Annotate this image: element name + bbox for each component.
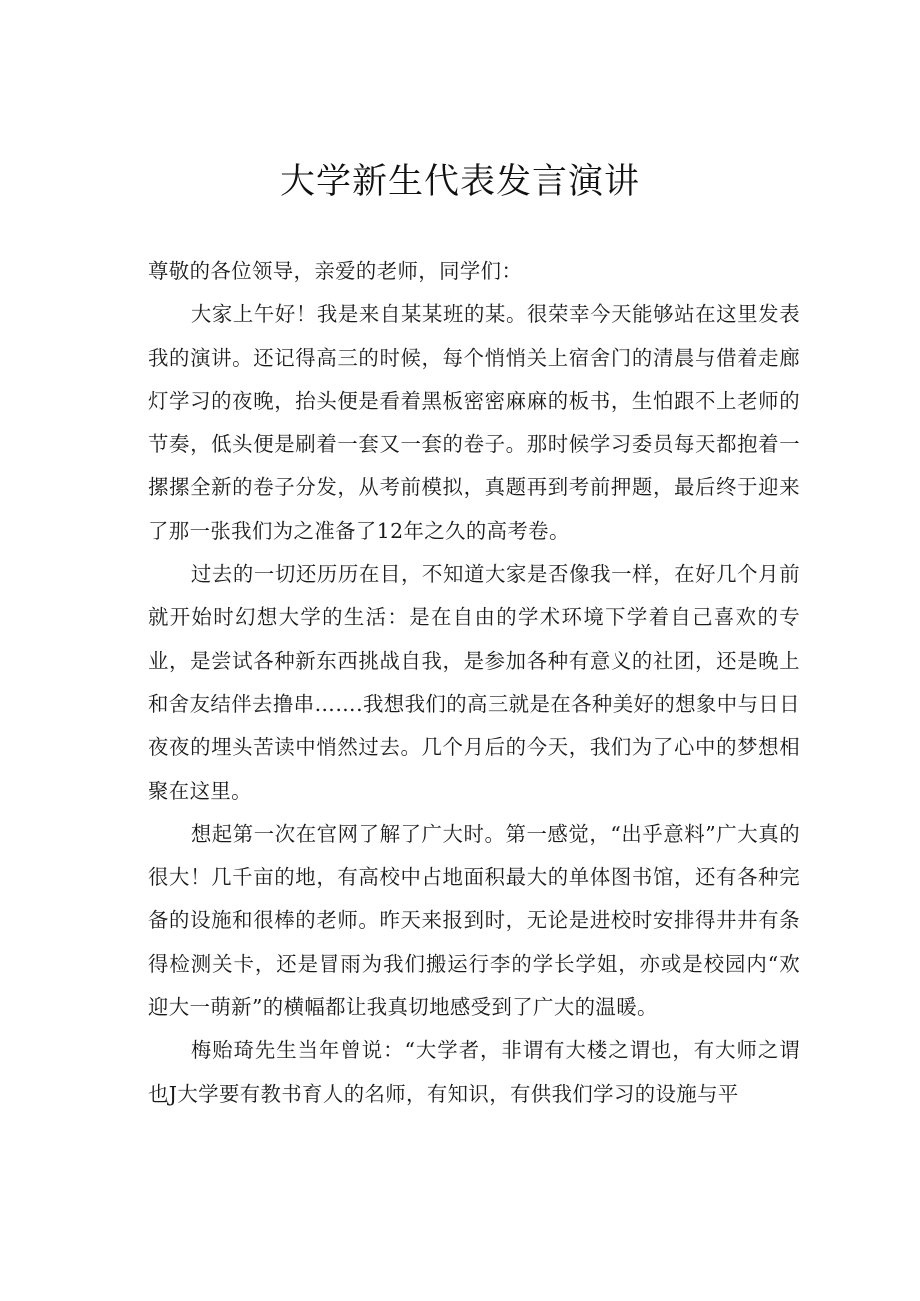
document-title: 大学新生代表发言演讲 bbox=[279, 162, 640, 202]
paragraph-3: 想起第一次在官网了解了广大时。第一感觉，“出乎意料”广大真的很大！几千亩的地，有高校中占地面积最大的单体图书馆，还有各种完备的设施和很棒的老师。昨天来报到时，无论是进校时安排得井井有条得检测关卡，还是冒雨为我们搬运行李的学长学姐，亦或是校园内“欢迎大一萌新”的横幅都让我真切地感受到了广大的温暖。 bbox=[148, 821, 800, 1020]
document-body bbox=[148, 250, 800, 1116]
paragraph-4: 梅贻琦先生当年曾说：“大学者，非谓有大楼之谓也，有大师之谓也J大学要有教书育人的名师，有知识，有供我们学习的设施与平 bbox=[148, 1038, 800, 1106]
paragraph-1: 大家上午好！我是来自某某班的某。很荣幸今天能够站在这里发表我的演讲。还记得高三的时候，每个悄悄关上宿舍门的清晨与借着走廊灯学习的夜晚，抬头便是看着黑板密密麻麻的板书，生怕跟不上老师的节奏，低头便是刷着一套又一套的卷子。那时候学习委员每天都抱着一摞摞全新的卷子分发，从考前模拟，真题再到考前押题，最后终于迎来了那一张我们为之准备了12年之久的高考卷。 bbox=[148, 302, 800, 543]
paragraph-2: 过去的一切还历历在目，不知道大家是否像我一样，在好几个月前就开始时幻想大学的生活：是在自由的学术环境下学着自己喜欢的专业，是尝试各种新东西挑战自我，是参加各种有意义的社团，还是晚上和舍友结伴去撸串…….我想我们的高三就是在各种美好的想象中与日日夜夜的埋头苦读中悄然过去。几个月后的今天，我们为了心中的梦想相聚在这里。 bbox=[148, 562, 800, 803]
greeting-line: 尊敬的各位领导，亲爱的老师，同学们： bbox=[148, 259, 523, 283]
